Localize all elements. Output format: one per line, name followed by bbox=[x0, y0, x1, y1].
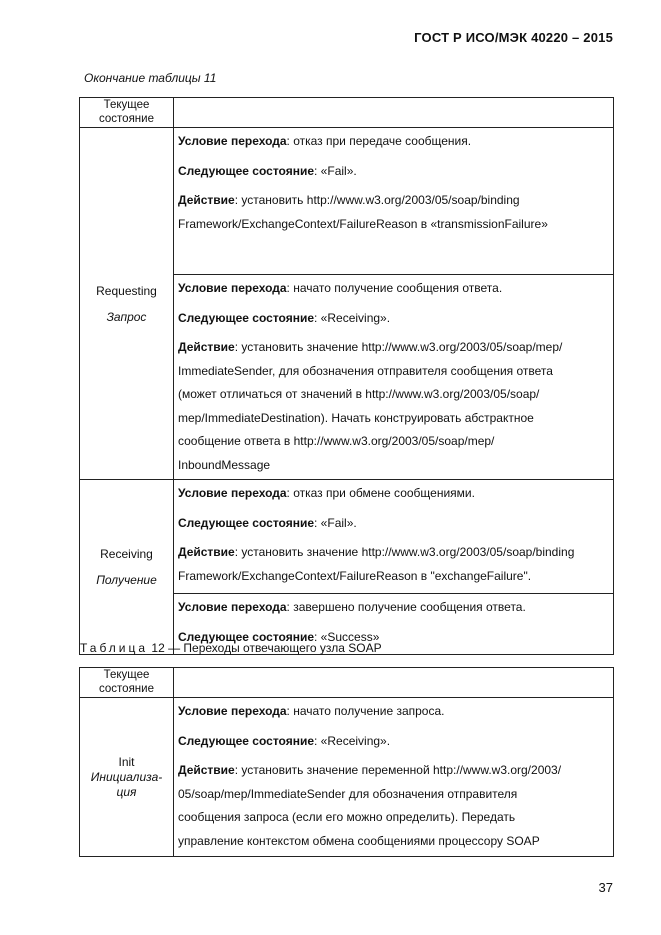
next-state-label: Следующее состояние bbox=[178, 629, 315, 644]
table-header-row bbox=[80, 668, 614, 698]
condition-text: : начато получение сообщения ответа. bbox=[286, 281, 503, 295]
transition-cell bbox=[174, 275, 614, 480]
action-text: (может отличаться от значений в http://www.w3.org/2003/05/soap/ bbox=[178, 387, 540, 401]
table-header-row bbox=[80, 98, 614, 128]
header-line2: состояние bbox=[99, 113, 154, 125]
table-11-continuation bbox=[79, 97, 614, 655]
action-text: ImmediateSender, для обозначения отправителя сообщения ответа bbox=[178, 363, 553, 378]
next-state-text: : «Success» bbox=[314, 629, 380, 644]
state-name-ru: Инициализа- bbox=[90, 769, 163, 784]
state-name-en: Requesting bbox=[96, 283, 157, 298]
table-continuation-caption: Окончание таблицы 11 bbox=[84, 71, 217, 85]
document-header: ГОСТ Р ИСО/МЭК 40220 – 2015 bbox=[414, 30, 613, 45]
state-cell-requesting bbox=[80, 128, 174, 480]
next-state-label: Следующее состояние bbox=[178, 310, 315, 325]
state-name-en: Init bbox=[118, 754, 135, 769]
action-text: сообщение ответа в http://www.w3.org/2003/05/soap/mep/ bbox=[178, 434, 495, 448]
table-row bbox=[80, 128, 614, 275]
table-row bbox=[80, 698, 614, 857]
current-state-header bbox=[80, 668, 174, 698]
action-text: : установить значение http://www.w3.org/2003/05/soap/mep/ bbox=[234, 340, 563, 354]
action-text: Framework/ExchangeContext/FailureReason в «transmissionFailure» bbox=[178, 216, 548, 231]
action-text: : установить http://www.w3.org/2003/05/soap/binding bbox=[234, 193, 520, 207]
condition-text: : завершено получение сообщения ответа. bbox=[286, 600, 526, 614]
header-line1: Текущее bbox=[103, 99, 150, 111]
header-line1: Текущее bbox=[103, 669, 150, 681]
action-label: Действие bbox=[178, 193, 235, 207]
state-name-ru: Запрос bbox=[106, 309, 147, 324]
next-state-label: Следующее состояние bbox=[178, 515, 315, 530]
empty-header-cell bbox=[174, 668, 614, 698]
state-name-ru: ция bbox=[116, 784, 137, 799]
condition-text: : отказ при передаче сообщения. bbox=[286, 134, 472, 148]
state-cell-receiving bbox=[80, 480, 174, 655]
transition-cell bbox=[174, 698, 614, 857]
action-text: InboundMessage bbox=[178, 457, 271, 472]
next-state-text: : «Fail». bbox=[314, 163, 357, 178]
action-text: Framework/ExchangeContext/FailureReason в "exchangeFailure". bbox=[178, 568, 532, 583]
current-state-header bbox=[80, 98, 174, 128]
next-state-text: : «Receiving». bbox=[314, 310, 391, 325]
caption-prefix: Таблица bbox=[80, 641, 149, 655]
condition-text: : отказ при обмене сообщениями. bbox=[286, 486, 475, 500]
state-name-ru: Получение bbox=[96, 573, 157, 587]
action-text: 05/soap/mep/ImmediateSender для обозначения отправителя bbox=[178, 786, 518, 801]
next-state-label: Следующее состояние bbox=[178, 733, 315, 748]
action-label: Действие bbox=[178, 545, 235, 559]
table-12-caption bbox=[80, 641, 382, 655]
table-12 bbox=[79, 667, 614, 857]
caption-rest: 12 — Переходы отвечающего узла SOAP bbox=[148, 641, 382, 655]
next-state-label: Следующее состояние bbox=[178, 163, 315, 178]
condition-label: Условие перехода bbox=[178, 486, 287, 500]
table-row bbox=[80, 480, 614, 594]
condition-label: Условие перехода bbox=[178, 600, 287, 614]
action-text: : установить значение переменной http://www.w3.org/2003/ bbox=[234, 763, 562, 777]
page-number: 37 bbox=[598, 880, 613, 895]
action-label: Действие bbox=[178, 340, 235, 354]
transition-cell bbox=[174, 480, 614, 594]
condition-label: Условие перехода bbox=[178, 281, 287, 295]
state-cell-init bbox=[80, 698, 174, 857]
next-state-text: : «Fail». bbox=[314, 515, 357, 530]
empty-header-cell bbox=[174, 98, 614, 128]
header-line2: состояние bbox=[99, 683, 154, 695]
condition-label: Условие перехода bbox=[178, 134, 287, 148]
state-name-en: Receiving bbox=[100, 547, 153, 561]
action-label: Действие bbox=[178, 763, 235, 777]
condition-text: : начато получение запроса. bbox=[286, 704, 445, 718]
action-text: mep/ImmediateDestination). Начать конструировать абстрактное bbox=[178, 410, 534, 425]
action-text: сообщения запроса (если его можно определить). Передать bbox=[178, 810, 516, 824]
action-text: управление контекстом обмена сообщениями процессору SOAP bbox=[178, 833, 540, 848]
condition-label: Условие перехода bbox=[178, 704, 287, 718]
action-text: : установить значение http://www.w3.org/2003/05/soap/binding bbox=[234, 545, 575, 559]
transition-cell bbox=[174, 128, 614, 275]
next-state-text: : «Receiving». bbox=[314, 733, 391, 748]
